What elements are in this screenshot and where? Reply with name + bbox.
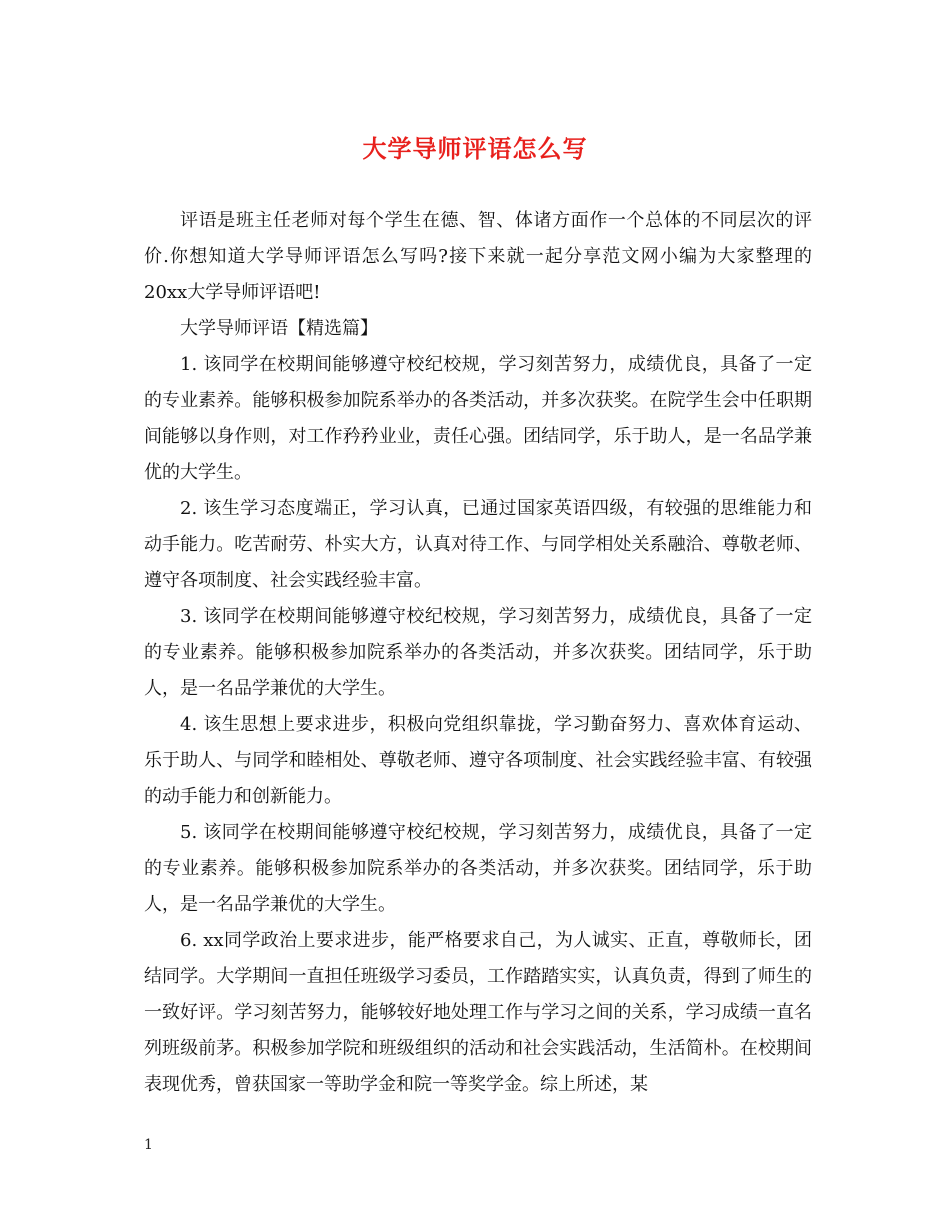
comment-item-1: 1. 该同学在校期间能够遵守校纪校规，学习刻苦努力，成绩优良，具备了一定的专业素养。能够积极参加院系举办的各类活动，并多次获奖。在院学生会中任职期间能够以身作则，对工作矜矜业业，责任心强。团结同学，乐于助人，是一名品学兼优的大学生。 bbox=[144, 354, 812, 483]
comment-item-6: 6. xx同学政治上要求进步，能严格要求自己，为人诚实、正直，尊敬师长，团结同学。大学期间一直担任班级学习委员，工作踏踏实实，认真负责，得到了师生的一致好评。学习刻苦努力，能够较好地处理工作与学习之间的关系，学习成绩一直名列班级前茅。积极参加学院和班级组织的活动和社会实践活动，生活简朴。在校期间表现优秀，曾获国家一等助学金和院一等奖学金。综上所述，某 bbox=[144, 930, 812, 1095]
document-title: 大学导师评语怎么写 bbox=[362, 134, 588, 163]
comment-item-3: 3. 该同学在校期间能够遵守校纪校规，学习刻苦努力，成绩优良，具备了一定的专业素养。能够积极参加院系举办的各类活动，并多次获奖。团结同学，乐于助人，是一名品学兼优的大学生。 bbox=[144, 606, 812, 699]
comment-item-4: 4. 该生思想上要求进步，积极向党组织靠拢，学习勤奋努力、喜欢体育运动、乐于助人、与同学和睦相处、尊敬老师、遵守各项制度、社会实践经验丰富、有较强的动手能力和创新能力。 bbox=[144, 714, 812, 807]
page-number: 1 bbox=[144, 1137, 153, 1153]
section-heading: 大学导师评语【精选篇】 bbox=[180, 318, 378, 339]
comment-item-2: 2. 该生学习态度端正，学习认真，已通过国家英语四级，有较强的思维能力和动手能力。吃苦耐劳、朴实大方，认真对待工作、与同学相处关系融洽、尊敬老师、遵守各项制度、社会实践经验丰富。 bbox=[144, 498, 812, 591]
intro-paragraph: 评语是班主任老师对每个学生在德、智、体诸方面作一个总体的不同层次的评价.你想知道大学导师评语怎么写吗?接下来就一起分享范文网小编为大家整理的20xx大学导师评语吧! bbox=[144, 210, 812, 303]
document-body bbox=[144, 203, 812, 1103]
comment-item-5: 5. 该同学在校期间能够遵守校纪校规，学习刻苦努力，成绩优良，具备了一定的专业素养。能够积极参加院系举办的各类活动，并多次获奖。团结同学，乐于助人，是一名品学兼优的大学生。 bbox=[144, 822, 812, 915]
